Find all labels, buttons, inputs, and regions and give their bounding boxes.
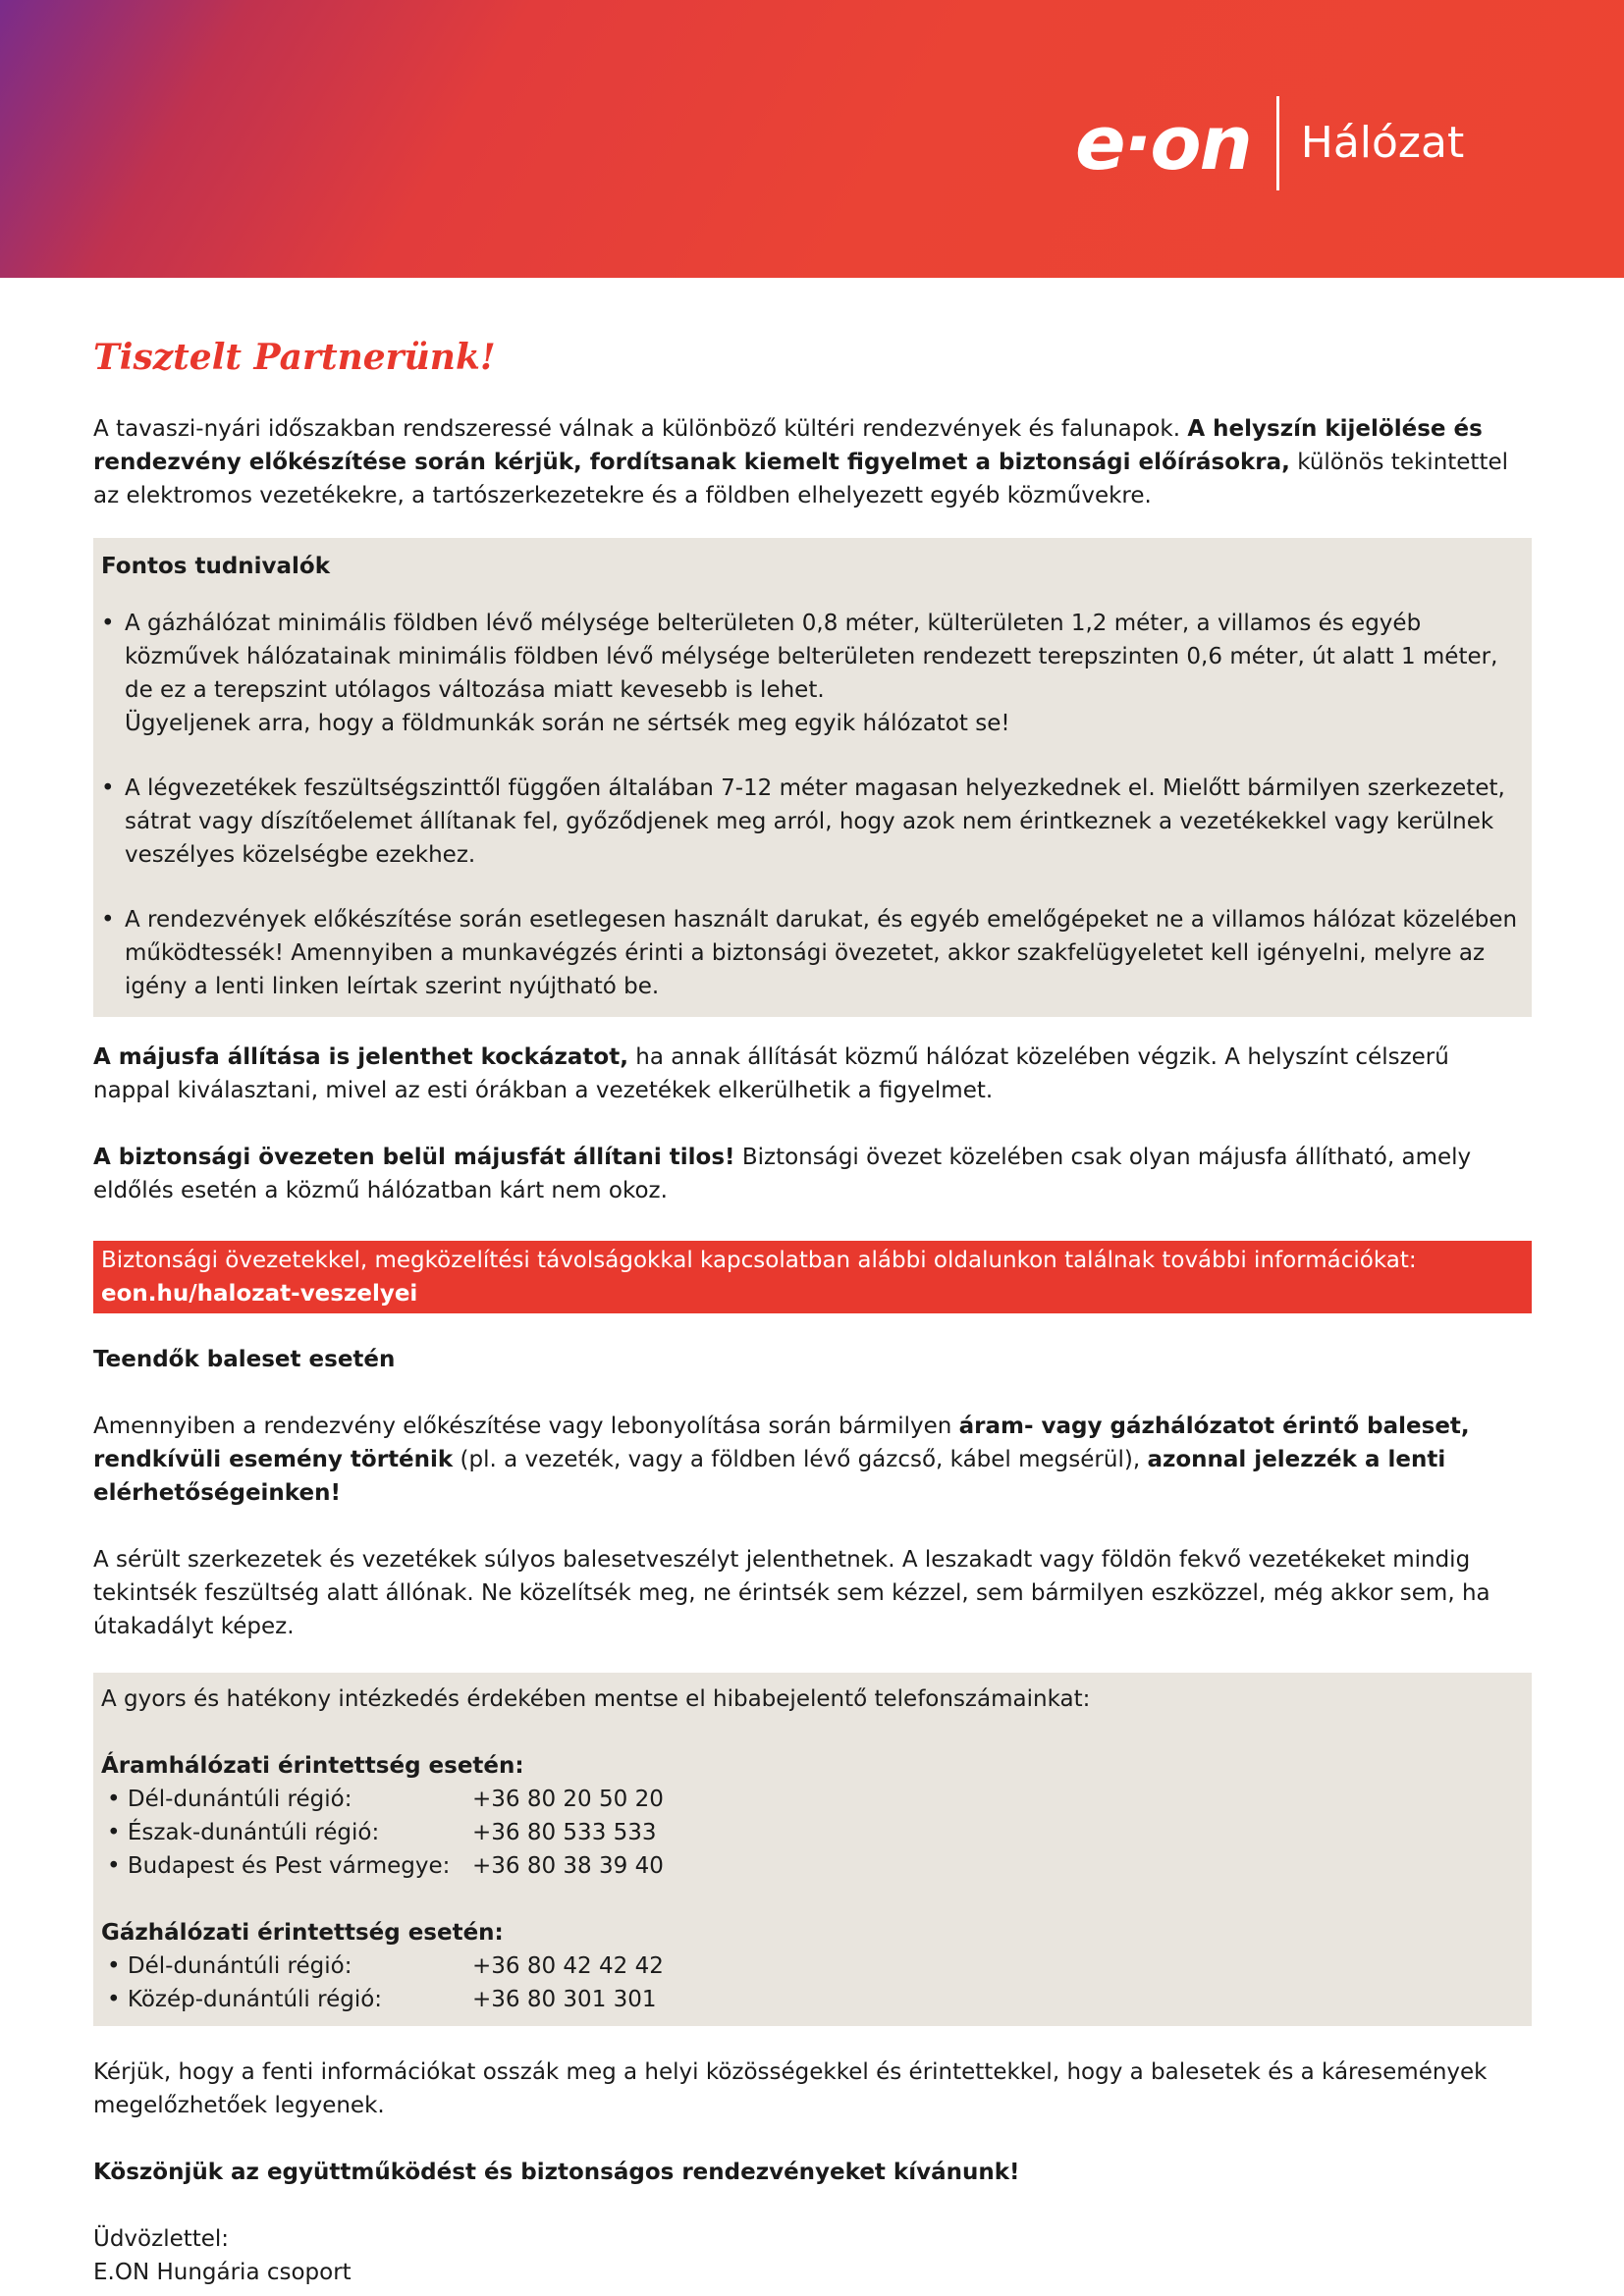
power-title: Áramhálózati érintettség esetén: bbox=[101, 1753, 524, 1779]
danger-paragraph: A sérült szerkezetek és vezetékek súlyos balesetveszélyt jelenthetnek. A leszakadt vagy földön fekvő vezetékeket mindig tekintsék feszültség alatt állónak. Ne közelítsék meg, ne érintsék sem kézzel, sem bármilyen eszközzel, még akkor sem, ha útakadályt képez. bbox=[93, 1547, 1490, 1639]
accident-text-a: Amennyiben a rendezvény előkészítése vagy lebonyolítása során bármilyen bbox=[93, 1414, 959, 1439]
important-list bbox=[101, 607, 1524, 1003]
forbidden-bold: A biztonsági övezeten belül májusfát állítani tilos! bbox=[93, 1145, 735, 1170]
accident-text-c: (pl. a vezeték, vagy a földben lévő gázcső, kábel megsérül), bbox=[453, 1447, 1148, 1472]
important-title: Fontos tudnivalók bbox=[101, 554, 331, 579]
accident-heading-text: Teendők baleset esetén bbox=[93, 1347, 396, 1372]
important-item-depth bbox=[101, 607, 1524, 740]
eon-logo bbox=[1075, 96, 1464, 190]
maypole-bold: A májusfa állítása is jelenthet kockázatot, bbox=[93, 1044, 628, 1070]
accident-heading bbox=[93, 1343, 1532, 1376]
thanks-text: Köszönjük az együttműködést és biztonságos rendezvényeket kívánunk! bbox=[93, 2160, 1020, 2185]
gas-region: • Dél-dunántúli régió: bbox=[101, 1949, 472, 1983]
cranes-text: A rendezvények előkészítése során esetlegesen használt darukat, és egyéb emelőgépeket ne a villamos hálózat közelében működtessék! Amennyiben a munkavégzés érinti a biztonsági övezetet, akkor szakfelügyeletet kell igényelni, melyre az igény a lenti linken leírtak szerint nyújtható be. bbox=[125, 907, 1518, 999]
logo-divider bbox=[1276, 96, 1279, 190]
gas-title: Gázhálózati érintettség esetén: bbox=[101, 1920, 504, 1946]
info-box bbox=[93, 1241, 1532, 1313]
logo-mark: e·on bbox=[1075, 99, 1251, 187]
logo-subtitle: Hálózat bbox=[1300, 118, 1465, 168]
accident-paragraph bbox=[93, 1410, 1532, 1510]
intro-text-2: különös tekintettel az elektromos vezetékekre, a tartószerkezetekre és a földben elhelyezett egyéb közművekre. bbox=[93, 450, 1509, 508]
signature-line: E.ON Hungária csoport bbox=[93, 2260, 352, 2285]
info-link[interactable]: eon.hu/halozat-veszelyei bbox=[101, 1281, 418, 1307]
forbidden-paragraph bbox=[93, 1141, 1532, 1207]
depth-text: A gázhálózat minimális földben lévő mélysége belterületen 0,8 méter, külterületen 1,2 méter, a villamos és egyéb közművek hálózatainak minimális földben lévő mélysége belterületen rendezett terepszinten 0,6 méter, út alatt 1 méter, de ez a terepszint utólagos változása miatt kevesebb is lehet. bbox=[125, 611, 1498, 703]
phones-intro: A gyors és hatékony intézkedés érdekében mentse el hibabejelentő telefonszámainkat: bbox=[101, 1686, 1091, 1712]
share-paragraph: Kérjük, hogy a fenti információkat osszák meg a helyi közösségekkel és érintettekkel, hogy a balesetek és a káresemények megelőzhetőek legyenek. bbox=[93, 2059, 1488, 2118]
power-region: • Észak-dunántúli régió: bbox=[101, 1816, 472, 1849]
intro-bold: A helyszín kijelölése és rendezvény előkészítése során kérjük, fordítsanak kiemelt figyelmet a biztonsági előírásokra, bbox=[93, 416, 1483, 475]
important-box bbox=[93, 538, 1532, 1017]
header-banner bbox=[0, 0, 1624, 278]
thanks-paragraph bbox=[93, 2156, 1532, 2189]
regards-line: Üdvözlettel: bbox=[93, 2226, 230, 2252]
info-text: Biztonsági övezetekkel, megközelítési távolságokkal kapcsolatban alábbi oldalunkon találnak további információkat: bbox=[101, 1248, 1417, 1273]
important-item-cranes bbox=[101, 903, 1524, 1003]
power-number[interactable]: +36 80 38 39 40 bbox=[472, 1853, 664, 1879]
forbidden-text: Biztonsági övezet közelében csak olyan májusfa állítható, amely eldőlés esetén a közmű hálózatban kárt nem okoz. bbox=[93, 1145, 1472, 1203]
gas-row bbox=[101, 1983, 1524, 2016]
gas-row bbox=[101, 1949, 1524, 1983]
power-row bbox=[101, 1849, 1524, 1883]
power-region: • Dél-dunántúli régió: bbox=[101, 1783, 472, 1816]
important-item-overhead bbox=[101, 772, 1524, 872]
accident-text-d: azonnal jelezzék a lenti elérhetőségeinken! bbox=[93, 1447, 1446, 1506]
intro-paragraph bbox=[93, 412, 1532, 512]
gas-number[interactable]: +36 80 42 42 42 bbox=[472, 1953, 664, 1979]
gas-region: • Közép-dunántúli régió: bbox=[101, 1983, 472, 2016]
letter-body bbox=[93, 336, 1532, 2289]
power-number[interactable]: +36 80 20 50 20 bbox=[472, 1787, 664, 1812]
greeting-title: Tisztelt Partnerünk! bbox=[93, 337, 496, 378]
intro-text-1: A tavaszi-nyári időszakban rendszeressé válnak a különböző kültéri rendezvények és falunapok. bbox=[93, 416, 1188, 442]
power-number[interactable]: +36 80 533 533 bbox=[472, 1820, 657, 1845]
overhead-text: A légvezetékek feszültségszinttől függően általában 7-12 méter magasan helyezkednek el. Mielőtt bármilyen szerkezetet, sátrat vagy díszítőelemet állítanak fel, győződjenek meg arról, hogy azok nem érintkeznek a vezetékekkel vagy kerülnek veszélyes közelségbe ezekhez. bbox=[125, 775, 1505, 868]
accident-text-b: áram- vagy gázhálózatot érintő baleset, rendkívüli esemény történik bbox=[93, 1414, 1470, 1472]
depth-warning: Ügyeljenek arra, hogy a földmunkák során ne sértsék meg egyik hálózatot se! bbox=[125, 711, 1010, 736]
power-region: • Budapest és Pest vármegye: bbox=[101, 1849, 472, 1883]
maypole-paragraph bbox=[93, 1041, 1532, 1107]
maypole-text: ha annak állítását közmű hálózat közelében végzik. A helyszínt célszerű nappal kiválasztani, mivel az esti órákban a vezetékek elkerülhetik a figyelmet. bbox=[93, 1044, 1449, 1103]
power-row bbox=[101, 1783, 1524, 1816]
gas-number[interactable]: +36 80 301 301 bbox=[472, 1987, 657, 2012]
phones-box bbox=[93, 1673, 1532, 2026]
power-row bbox=[101, 1816, 1524, 1849]
